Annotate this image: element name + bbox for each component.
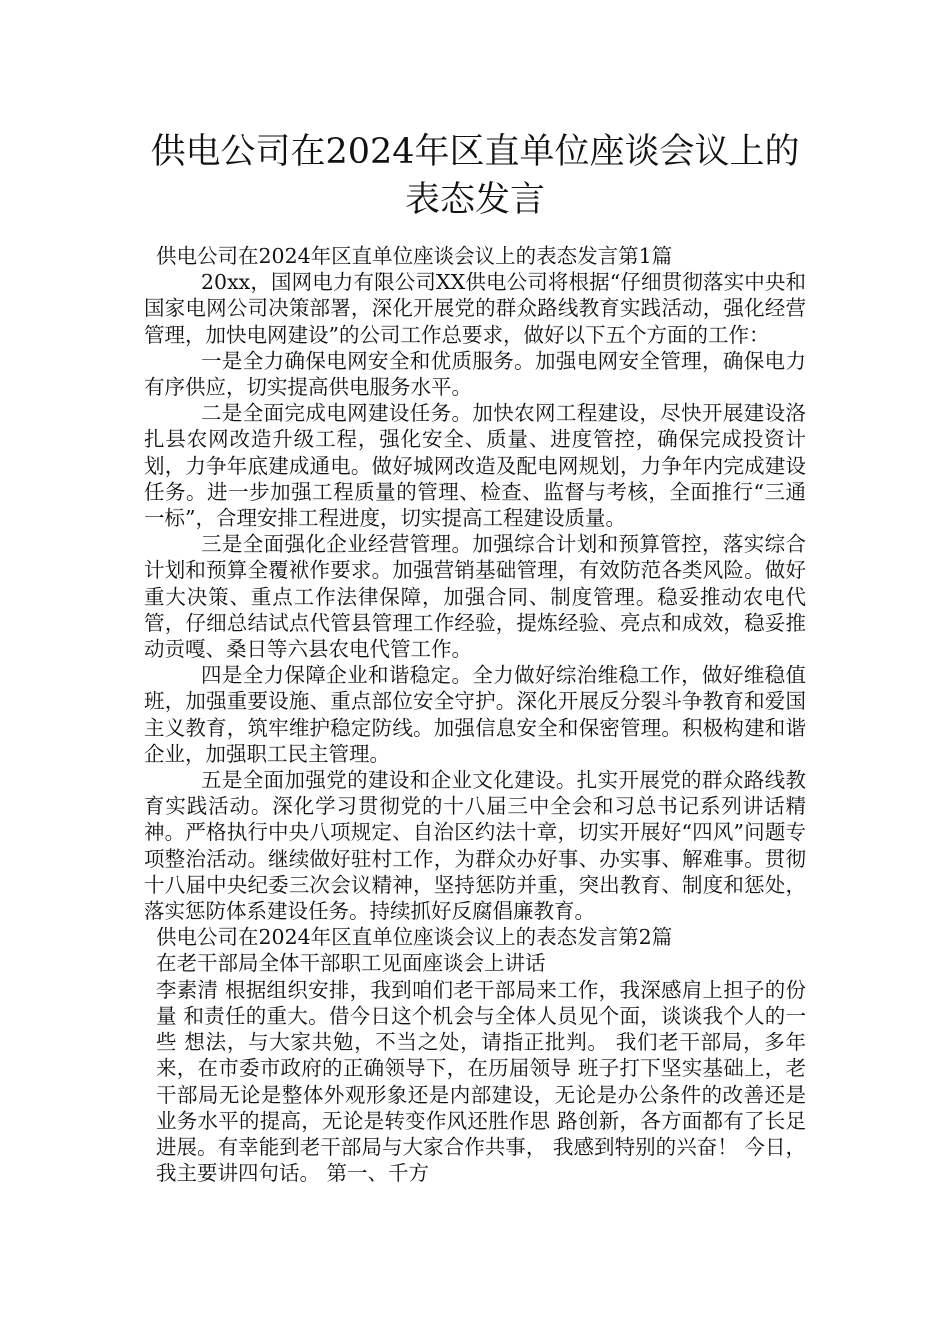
paragraph-intro: 20xx，国网电力有限公司XX供电公司将根据“仔细贯彻落实中央和国家电网公司决策部署，深化开展党的群众路线教育实践活动，强化经营管理，加快电网建设”的公司工作总要求，做好以下五个方面的工作： (144, 270, 806, 347)
section-1-heading: 供电公司在2024年区直单位座谈会议上的表态发言第1篇 (156, 244, 673, 268)
title-line-1: 供电公司在2024年区直单位座谈会议上的 (150, 132, 800, 172)
section-2-heading: 供电公司在2024年区直单位座谈会议上的表态发言第2篇 (156, 925, 673, 950)
document-body (144, 243, 806, 1186)
title-line-2: 表态发言 (404, 180, 545, 220)
paragraph-point-3: 三是全面强化企业经营管理。加强综合计划和预算管控，落实综合计划和预算全覆袱作要求。加强营销基础管理，有效防范各类风险。做好重大决策、重点工作法律保障，加强合同、制度管理。稳妥推动农电代管，仔细总结试点代管县管理工作经验，提炼经验、亮点和成效，稳妥推动贡嘎、桑日等六县农电代管工作。 (144, 532, 806, 662)
paragraph-point-4: 四是全力保障企业和谐稳定。全力做好综治维稳工作，做好维稳值班，加强重要设施、重点部位安全守护。深化开展反分裂斗争教育和爱国主义教育，筑牢维护稳定防线。加强信息安全和保密管理。积极构建和谐企业，加强职工民主管理。 (144, 663, 806, 766)
paragraph-point-2: 二是全面完成电网建设任务。加快农网工程建设，尽快开展建设洛扎县农网改造升级工程，强化安全、质量、进度管控，确保完成投资计划，力争年底建成通电。做好城网改造及配电网规划，力争年内完成建设任务。进一步加强工程质量的管理、检查、监督与考核，全面推行“三通一标”，合理安排工程进度，切实提高工程建设质量。 (144, 401, 806, 531)
section-2-subheading: 在老干部局全体干部职工见面座谈会上讲话 (156, 951, 546, 976)
section-2-speech: 李素清 根据组织安排，我到咱们老干部局来工作，我深感肩上担子的份量 和责任的重大。借今日这个机会与全体人员见个面，谈谈我个人的一些 想法，与大家共勉，不当之处，请指正批判。 我们老干部局，多年来，在市委市政府的正确领导下，在历届领导 班子打下坚实基础上，老干部局无论是整体外观形象还是内部建设，无论是办公条件的改善还是业务水平的提高，无论是转变作风还胜作思 路创新，各方面都有了长足进展。有幸能到老干部局与大家合作共事， 我感到特别的兴奋！ 今日，我主要讲四句话。 第一、千方 (156, 977, 806, 1186)
document-title (100, 128, 850, 224)
paragraph-point-1: 一是全力确保电网安全和优质服务。加强电网安全管理，确保电力有序供应，切实提高供电服务水平。 (144, 348, 806, 400)
paragraph-point-5: 五是全面加强党的建设和企业文化建设。扎实开展党的群众路线教育实践活动。深化学习贯彻党的十八届三中全会和习总书记系列讲话精神。严格执行中央八项规定、自治区约法十章，切实开展好“四风”问题专项整治活动。继续做好驻村工作，为群众办好事、办实事、解难事。贯彻十八届中央纪委三次会议精神，坚持惩防并重，突出教育、制度和惩处，落实惩防体系建设任务。持续抓好反腐倡廉教育。 (144, 768, 806, 924)
